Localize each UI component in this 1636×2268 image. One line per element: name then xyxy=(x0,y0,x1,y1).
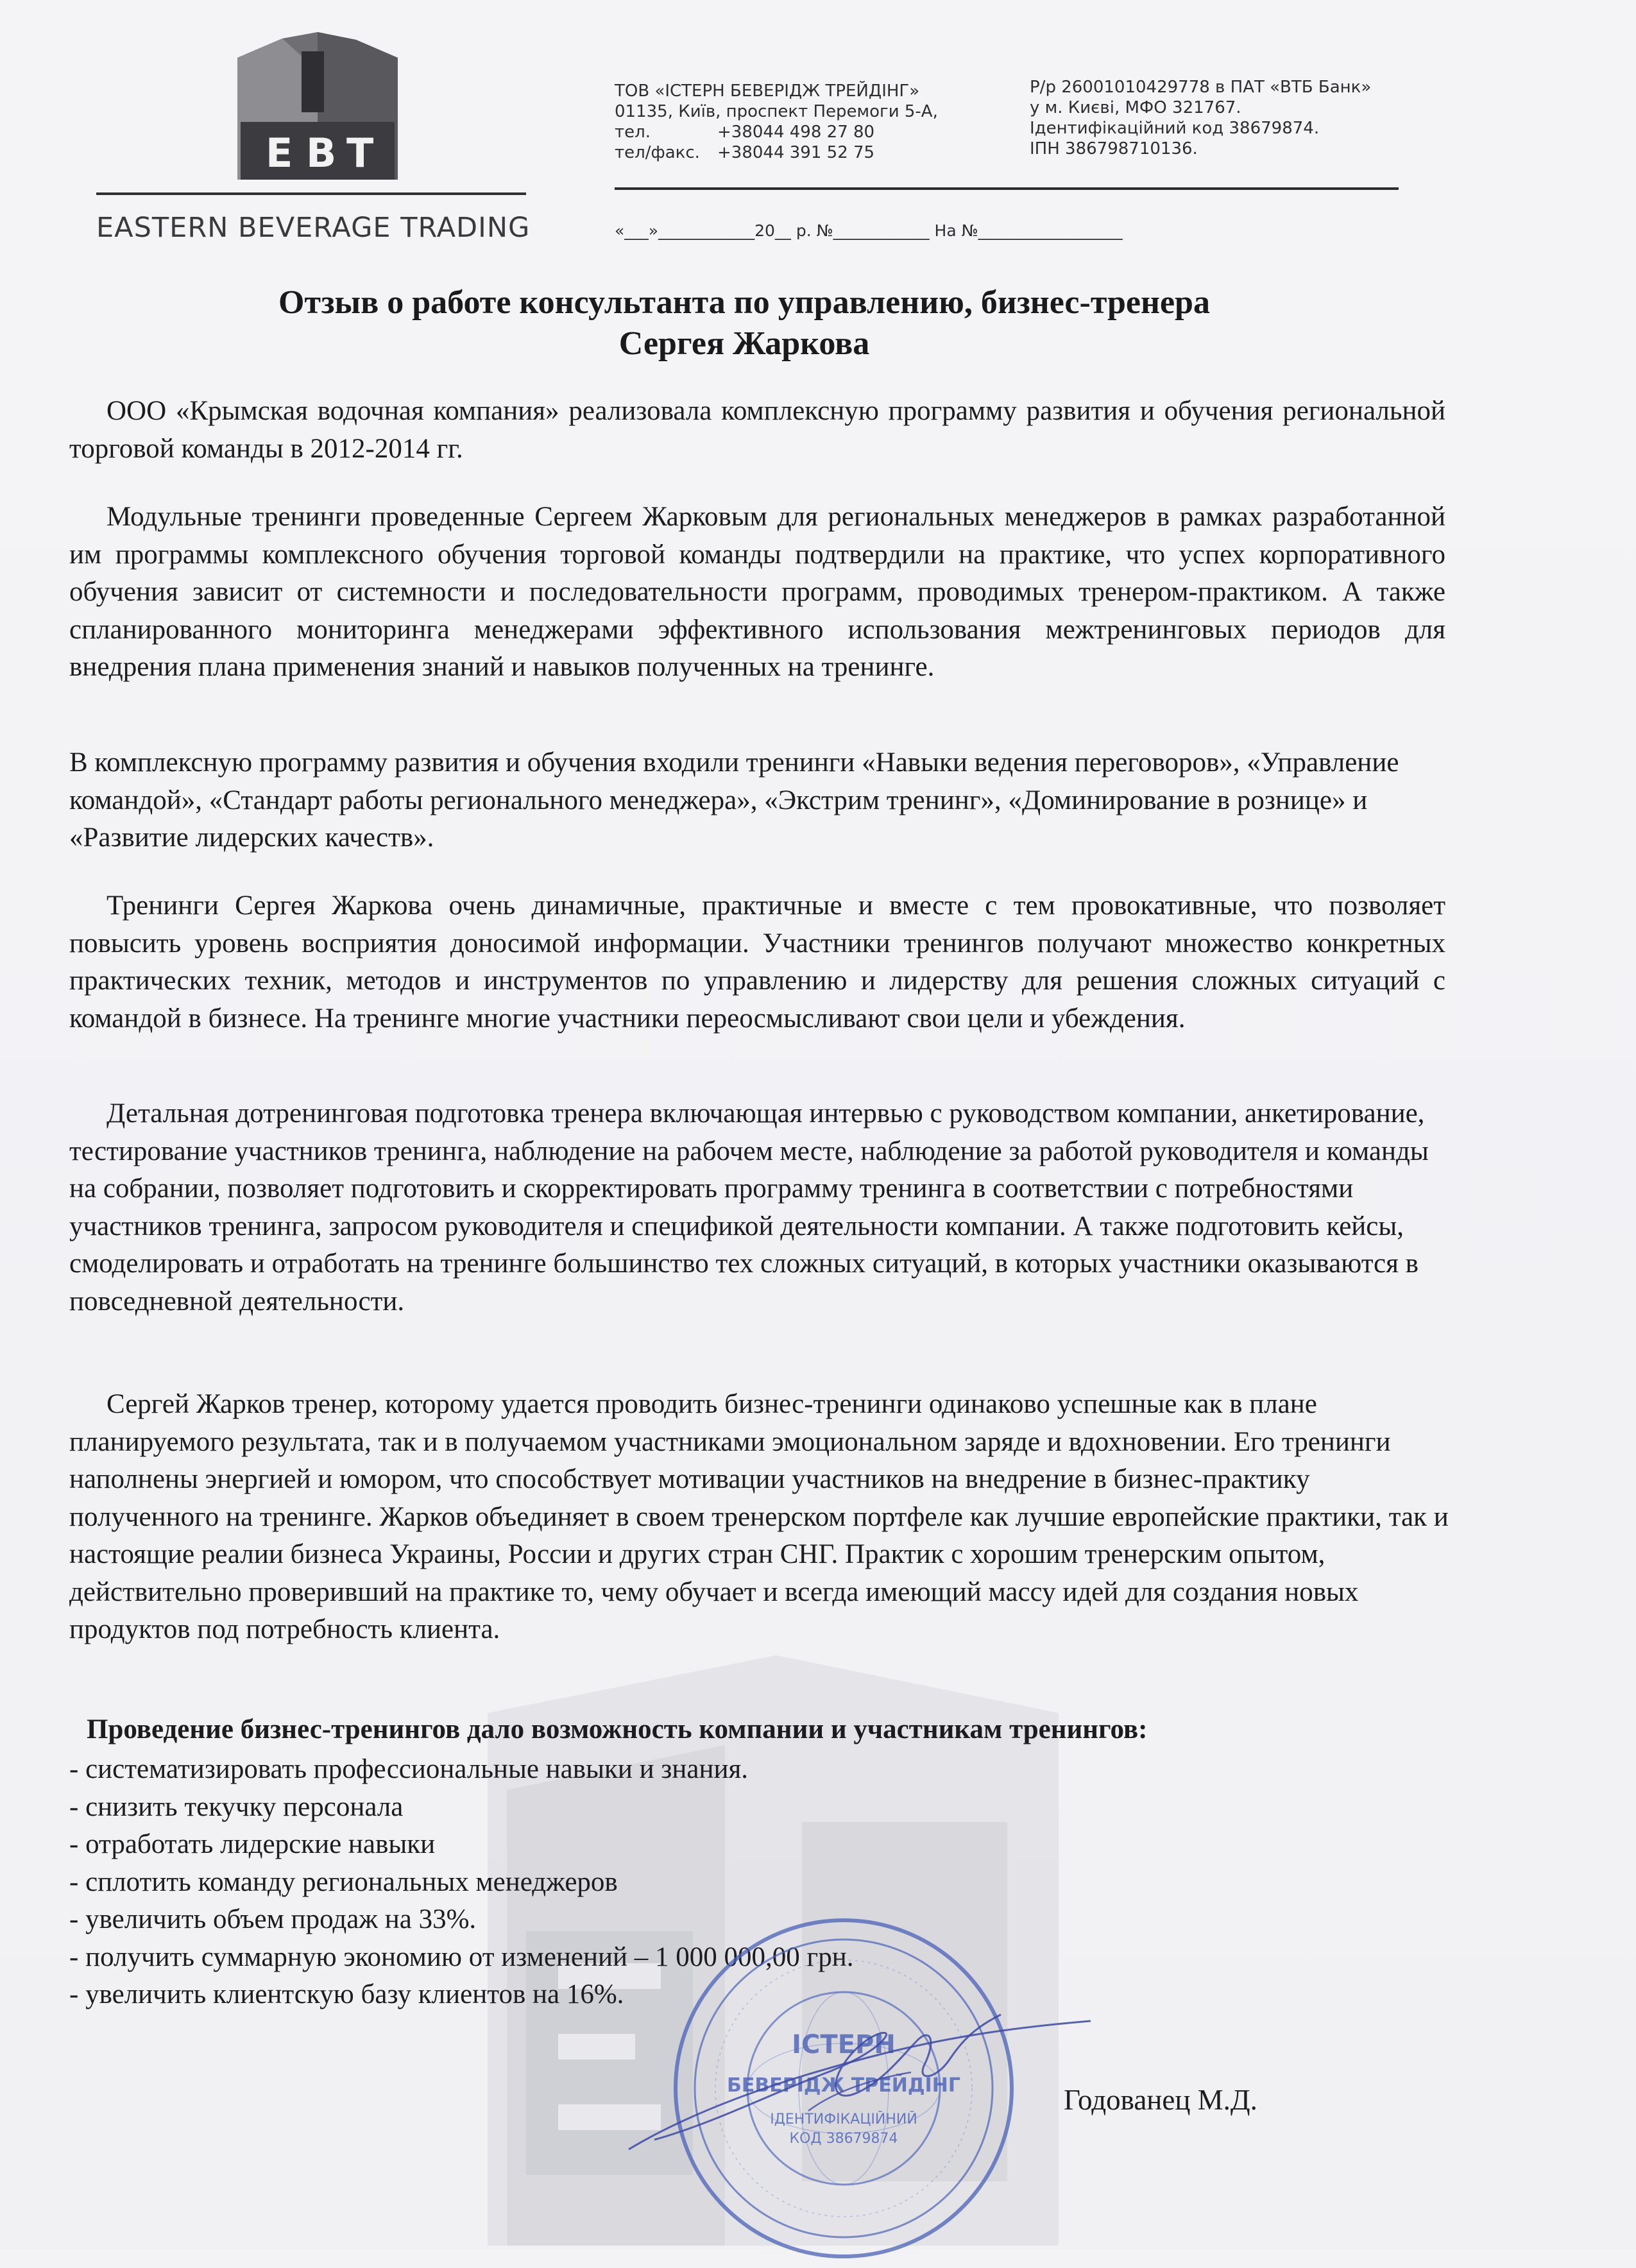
list-item: - увеличить клиентскую базу клиентов на 16%. xyxy=(69,1979,624,2009)
svg-text:E: E xyxy=(266,130,293,176)
bank-account: Р/р 26001010429778 в ПАТ «ВТБ Банк» xyxy=(1030,78,1372,97)
list-item: - увеличить объем продаж на 33%. xyxy=(69,1904,477,1934)
list-item: - отработать лидерские навыки xyxy=(69,1829,436,1859)
handwritten-signature xyxy=(616,1976,1129,2169)
company-address: 01135, Київ, проспект Перемоги 5-А, xyxy=(615,102,938,121)
company-name: ТОВ «ІСТЕРН БЕВЕРІДЖ ТРЕЙДІНГ» xyxy=(615,81,920,101)
registration-line: «___»____________20__ р. №____________ На №__________________ xyxy=(615,221,1123,240)
stamp-top-text: ІСТЕРН xyxy=(792,2030,896,2059)
company-fax: тел/факс. +38044 391 52 75 xyxy=(615,143,875,162)
title-line-2: Сергея Жаркова xyxy=(618,325,870,362)
company-phone: тел. +38044 498 27 80 xyxy=(615,123,875,142)
stamp-lower-text: ІДЕНТИФІКАЦІЙНИЙ xyxy=(770,2111,917,2127)
list-item: - снизить текучку персонала xyxy=(69,1791,404,1822)
tax-number: ІПН 386798710136. xyxy=(1030,139,1198,158)
paragraph-intro: ООО «Крымская водочная компания» реализовала комплексную программу развития и обучения региональной торговой команды в 2012-2014 гг. xyxy=(69,396,1445,464)
brand-name: EASTERN BEVERAGE TRADING xyxy=(96,212,531,244)
ebt-logo-icon xyxy=(212,32,423,225)
identification-code: Ідентифікаційний код 38679874. xyxy=(1030,119,1320,138)
bank-details xyxy=(1030,77,1371,159)
signer-name: Годованец М.Д. xyxy=(1064,2084,1257,2116)
stamp-code-text: КОД 38679874 xyxy=(789,2131,898,2147)
bank-branch: у м. Києві, МФО 321767. xyxy=(1030,98,1241,117)
list-item: - систематизировать профессиональные навыки и знания. xyxy=(69,1754,749,1784)
list-item: - сплотить команду региональных менеджеров xyxy=(69,1866,618,1897)
paragraph-modular-trainings: Модульные тренинги проведенные Сергеем Жарковым для региональных менеджеров в рамках разработанной им программы комплексного обучения торговой команды подтвердили на практике, что успех корпоративного обучения зависит от системности и последовательности программ, проводимых тренером-практиком. А также спланированного мониторинга менеджерами эффективного использования межтренинговых периодов для внедрения плана применения знаний и навыков полученных на тренинге. xyxy=(69,502,1445,682)
paragraph-training-style: Тренинги Сергея Жаркова очень динамичные, практичные и вместе с тем провокативные, что позволяет повысить уровень восприятия доносимой информации. Участники тренингов получают множество конкретных практических техник, методов и инструментов по управлению и лидерству для решения сложных ситуаций с командой в бизнесе. На тренинге многие участники переосмысливают свои цели и убеждения. xyxy=(69,891,1445,1034)
paragraph-trainer-summary: Сергей Жарков тренер, которому удается проводить бизнес-тренинги одинаково успешные как в плане планируемого результата, так и в получаемом участниками эмоциональном заряде и вдохновении. Его тренинги наполнены энергией и юмором, что способствует мотивации участников на внедрение в бизнес-практику полученного на тренинге. Жарков объединяет в своем тренерском портфеле как лучшие европейские практики, так и настоящие реалии бизнеса Украины, России и других стран СНГ. Практик с хорошим тренерским опытом, действительно проверивший на практике то, чему обучает и всегда имеющий массу идей для создания новых продуктов под потребность клиента. xyxy=(69,1389,1449,1644)
paragraph-preparation: Детальная дотренинговая подготовка тренера включающая интервью с руководством компании, анкетирование, тестирование участников тренинга, наблюдение на рабочем месте, наблюдение за работой руководителя и команды на собрании, позволяет подготовить и скорректировать программу тренинга в соответствии с потребностями участников тренинга, запросом руководителя и спецификой деятельности компании. А также подготовить кейсы, смоделировать и отработать на тренинге большинство тех сложных ситуаций, в которых участники оказываются в повседневной деятельности. xyxy=(69,1098,1429,1317)
company-details xyxy=(615,81,938,163)
title-line-1: Отзыв о работе консультанта по управлению, бизнес-тренера xyxy=(278,284,1210,321)
list-item: - получить суммарную экономию от изменений – 1 000 000,00 грн. xyxy=(69,1941,854,1972)
paragraph-program-list: В комплексную программу развития и обучения входили тренинги «Навыки ведения переговоров», «Управление командой», «Стандарт работы регионального менеджера», «Экстрим тренинг», «Доминирование в рознице» и «Развитие лидерских качеств». xyxy=(69,747,1399,853)
results-heading: Проведение бизнес-тренингов дало возможность компании и участникам тренингов: xyxy=(87,1714,1148,1744)
letter-title xyxy=(115,282,1373,364)
svg-text:T: T xyxy=(346,130,374,176)
brand-underline xyxy=(96,192,526,195)
svg-text:B: B xyxy=(306,130,337,176)
stamp-middle-text: БЕВЕРІДЖ ТРЕЙДІНГ xyxy=(727,2074,960,2097)
letterhead-divider xyxy=(615,187,1399,190)
